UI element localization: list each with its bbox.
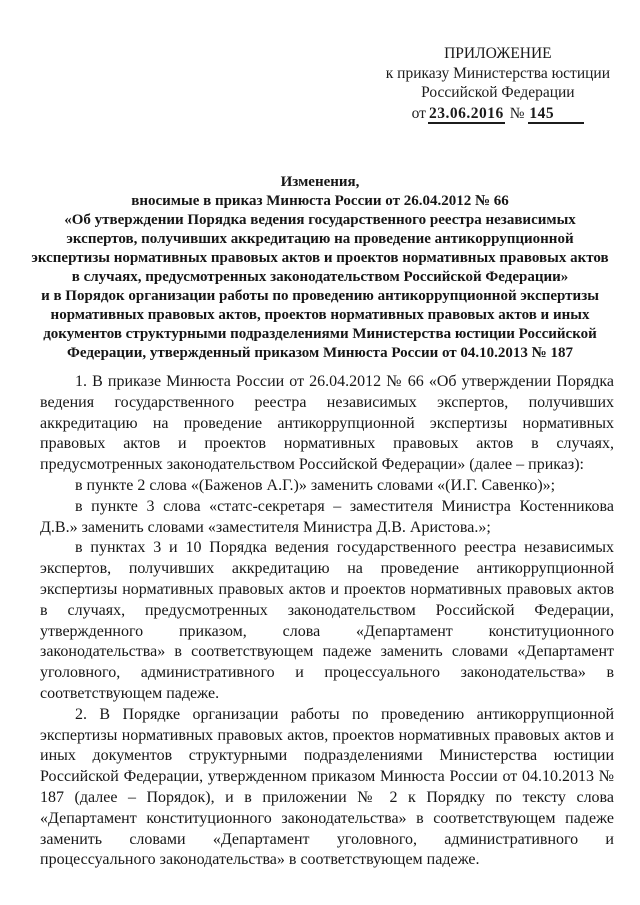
title-line: экспертов, получивших аккредитацию на проведение антикоррупционной bbox=[66, 231, 574, 247]
appendix-org-line: Российской Федерации bbox=[421, 84, 575, 101]
title-line: нормативных правовых актов, проектов нормативных правовых актов и иных bbox=[50, 307, 590, 323]
date-prefix-label: от bbox=[411, 104, 426, 122]
paragraph-subitem-point2: в пункте 2 слова «(Баженов А.Г.)» заменить словами «(И.Г. Савенко)»; bbox=[75, 476, 556, 494]
title-line: экспертизы нормативных правовых актов и проектов нормативных правовых актов bbox=[31, 250, 609, 266]
appendix-header bbox=[386, 44, 610, 123]
order-date-value: 23.06.2016 bbox=[428, 104, 504, 122]
paragraph-item-1: 1. В приказе Минюста России от 26.04.2012 № 66 «Об утверждении Порядка ведения государственного реестра независимых экспертов, получивших аккредитацию на проведение антикоррупционной экспертизы нормативных правовых актов и проектов нормативных правовых актов в случаях, предусмотренных законодательством Российской Федерации» (далее – приказ): bbox=[40, 373, 614, 474]
title-line: «Об утверждении Порядка ведения государственного реестра независимых bbox=[64, 212, 576, 228]
document-body bbox=[40, 372, 614, 871]
number-sign: № bbox=[509, 104, 525, 122]
title-line: вносимые в приказ Минюста России от 26.04.2012 № 66 bbox=[131, 193, 509, 209]
paragraph-subitem-point3: в пункте 3 слова «статс-секретаря – заместителя Министра Костенникова Д.В.» заменить словами «заместителя Министра Д.В. Аристова.»; bbox=[40, 497, 614, 536]
title-line: Изменения, bbox=[280, 174, 360, 190]
title-line: Федерации, утвержденный приказом Минюста России от 04.10.2013 № 187 bbox=[66, 345, 573, 361]
appendix-label: ПРИЛОЖЕНИЕ bbox=[444, 45, 552, 62]
title-line: в случаях, предусмотренных законодательством Российской Федерации» bbox=[71, 269, 569, 285]
appendix-to-order-line: к приказу Министерства юстиции bbox=[385, 64, 610, 82]
title-line: документов структурными подразделениями Министерства юстиции Российской bbox=[43, 326, 597, 342]
paragraph-subitem-points3-10: в пунктах 3 и 10 Порядка ведения государственного реестра независимых экспертов, получивших аккредитацию на проведение антикоррупционной экспертизы нормативных правовых актов и проектов нормативных правовых актов в случаях, предусмотренных законодательством Российской Федерации, утвержденного приказом, слова «Департамент конституционного законодательства» в соответствующем падеже заменить словами «Департамент уголовного, административного и процессуального законодательства» в соответствующем падеже. bbox=[40, 539, 614, 702]
document-title bbox=[0, 173, 640, 363]
paragraph-item-2: 2. В Порядке организации работы по проведению антикоррупционной экспертизы нормативных правовых актов, проектов нормативных правовых актов и иных документов структурными подразделениями Министерства юстиции Российской Федерации, утвержденном приказом Минюста России от 04.10.2013 № 187 (далее – Порядок), и в приложении № 2 к Порядку по тексту слова «Департамент конституционного законодательства» в соответствующем падеже заменить словами «Департамент уголовного, административного и процессуального законодательства» в соответствующем падеже. bbox=[40, 705, 614, 869]
title-line: и в Порядок организации работы по проведению антикоррупционной экспертизы bbox=[41, 288, 599, 304]
order-number-value: 145 bbox=[528, 105, 584, 124]
order-date-line bbox=[386, 104, 610, 124]
